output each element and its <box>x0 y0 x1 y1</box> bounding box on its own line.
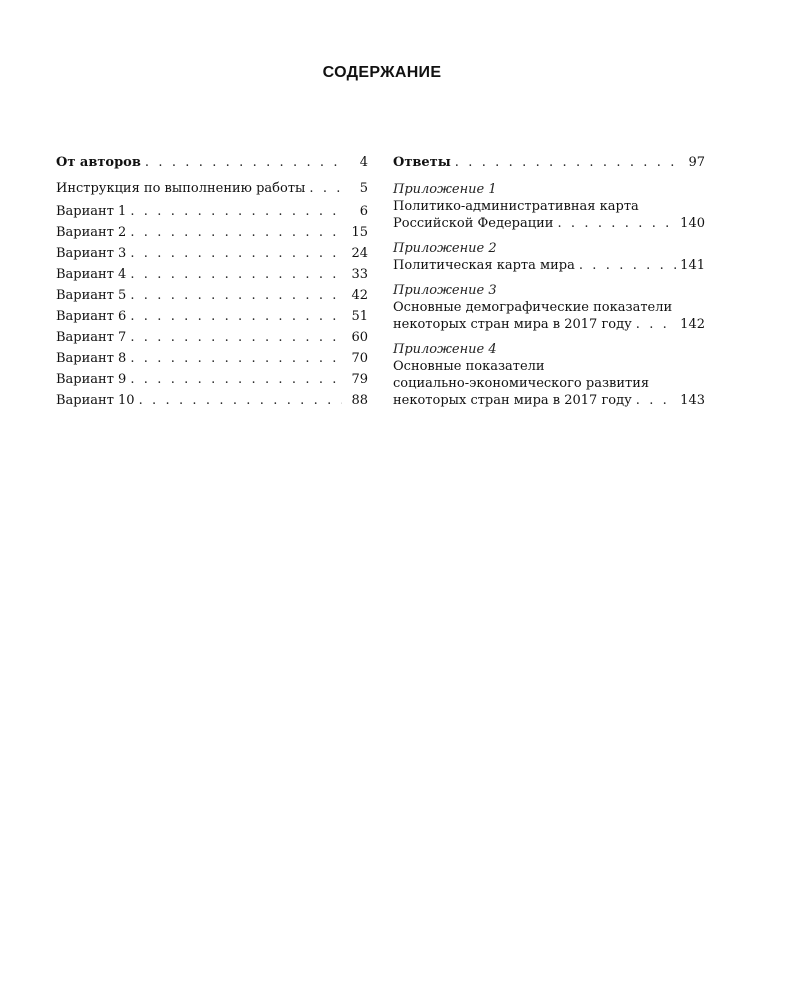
toc-entry-page: 42 <box>351 288 368 303</box>
appendix-title-line: Основные демографические показатели <box>393 300 673 315</box>
toc-entry-label: некоторых стран мира в 2017 году <box>393 317 632 332</box>
toc-entry-label: Вариант 9 <box>56 372 127 387</box>
toc-entry-label: Вариант 7 <box>56 330 127 345</box>
toc-entry-page: 51 <box>351 309 368 324</box>
toc-entry-page: 6 <box>359 204 368 219</box>
toc-entry-page: 141 <box>680 258 705 273</box>
toc-entry-page: 24 <box>351 246 368 261</box>
toc-entry-page: 88 <box>351 393 368 408</box>
dot-leader <box>130 264 342 285</box>
toc-entry-label: Вариант 4 <box>56 267 127 282</box>
toc-entry-label: Вариант 8 <box>56 351 127 366</box>
appendix-title-line: социально-экономического развития <box>393 376 650 391</box>
toc-entry-variant-5[interactable] <box>56 285 368 306</box>
appendix-tag: Приложение 3 <box>393 283 497 298</box>
dot-leader <box>130 348 342 369</box>
dot-leader <box>130 285 342 306</box>
toc-appendix-4[interactable] <box>393 341 705 409</box>
toc-appendix-1[interactable] <box>393 181 705 232</box>
toc-entry-page: 140 <box>680 216 705 231</box>
appendix-last-line <box>393 215 705 232</box>
dot-leader <box>139 390 342 411</box>
dot-leader <box>130 243 342 264</box>
appendix-tag: Приложение 2 <box>393 241 497 256</box>
toc-entry-label: некоторых стран мира в 2017 году <box>393 393 632 408</box>
toc-entry-variant-10[interactable] <box>56 390 368 411</box>
dot-leader <box>579 257 676 274</box>
toc-entry-label: Политическая карта мира <box>393 258 575 273</box>
toc-left-column <box>56 154 368 411</box>
dot-leader <box>557 215 676 232</box>
appendix-title-line: Политико-административная карта <box>393 199 639 214</box>
toc-entry-variant-4[interactable] <box>56 264 368 285</box>
toc-right-column <box>393 154 705 409</box>
toc-entry-label: Инструкция по выполнению работы <box>56 181 306 196</box>
toc-entry-page: 4 <box>359 155 368 170</box>
dot-leader <box>145 154 342 171</box>
toc-entry-from-authors[interactable] <box>56 154 368 171</box>
toc-appendix-3[interactable] <box>393 282 705 333</box>
page-title: СОДЕРЖАНИЕ <box>322 64 442 81</box>
appendix-title-line: Основные показатели <box>393 359 545 374</box>
dot-leader <box>130 369 342 390</box>
dot-leader <box>130 327 342 348</box>
appendix-tag: Приложение 1 <box>393 182 497 197</box>
toc-entry-page: 15 <box>351 225 368 240</box>
appendix-last-line <box>393 316 705 333</box>
toc-entry-variant-6[interactable] <box>56 306 368 327</box>
toc-entry-label: Вариант 2 <box>56 225 127 240</box>
appendix-last-line <box>393 392 705 409</box>
toc-entry-variant-1[interactable] <box>56 201 368 222</box>
toc-entry-label: Вариант 3 <box>56 246 127 261</box>
toc-entry-page: 5 <box>359 181 368 196</box>
dot-leader <box>130 201 342 222</box>
appendix-last-line <box>393 257 705 274</box>
dot-leader <box>636 316 676 333</box>
toc-entry-answers[interactable] <box>393 154 705 171</box>
dot-leader <box>130 306 342 327</box>
toc-appendix-2[interactable] <box>393 240 705 274</box>
toc-entry-label: Вариант 10 <box>56 393 135 408</box>
toc-entry-page: 79 <box>351 372 368 387</box>
toc-entry-page: 97 <box>688 155 705 170</box>
toc-entry-label: Ответы <box>393 155 451 170</box>
toc-entry-page: 142 <box>680 317 705 332</box>
dot-leader <box>455 154 679 171</box>
toc-entry-variant-3[interactable] <box>56 243 368 264</box>
appendix-tag: Приложение 4 <box>393 342 497 357</box>
toc-entry-variant-2[interactable] <box>56 222 368 243</box>
dot-leader <box>130 222 342 243</box>
dot-leader <box>636 392 676 409</box>
dot-leader <box>309 180 342 197</box>
toc-entry-label: Вариант 1 <box>56 204 127 219</box>
toc-entry-page: 60 <box>351 330 368 345</box>
toc-entry-variant-8[interactable] <box>56 348 368 369</box>
toc-entry-page: 33 <box>351 267 368 282</box>
toc-entry-variant-7[interactable] <box>56 327 368 348</box>
toc-entry-page: 70 <box>351 351 368 366</box>
toc-entry-label: От авторов <box>56 155 141 170</box>
toc-entry-label: Вариант 5 <box>56 288 127 303</box>
toc-entry-label: Российской Федерации <box>393 216 554 231</box>
toc-entry-instruction[interactable] <box>56 180 368 197</box>
toc-entry-variant-9[interactable] <box>56 369 368 390</box>
toc-entry-page: 143 <box>680 393 705 408</box>
toc-entry-label: Вариант 6 <box>56 309 127 324</box>
